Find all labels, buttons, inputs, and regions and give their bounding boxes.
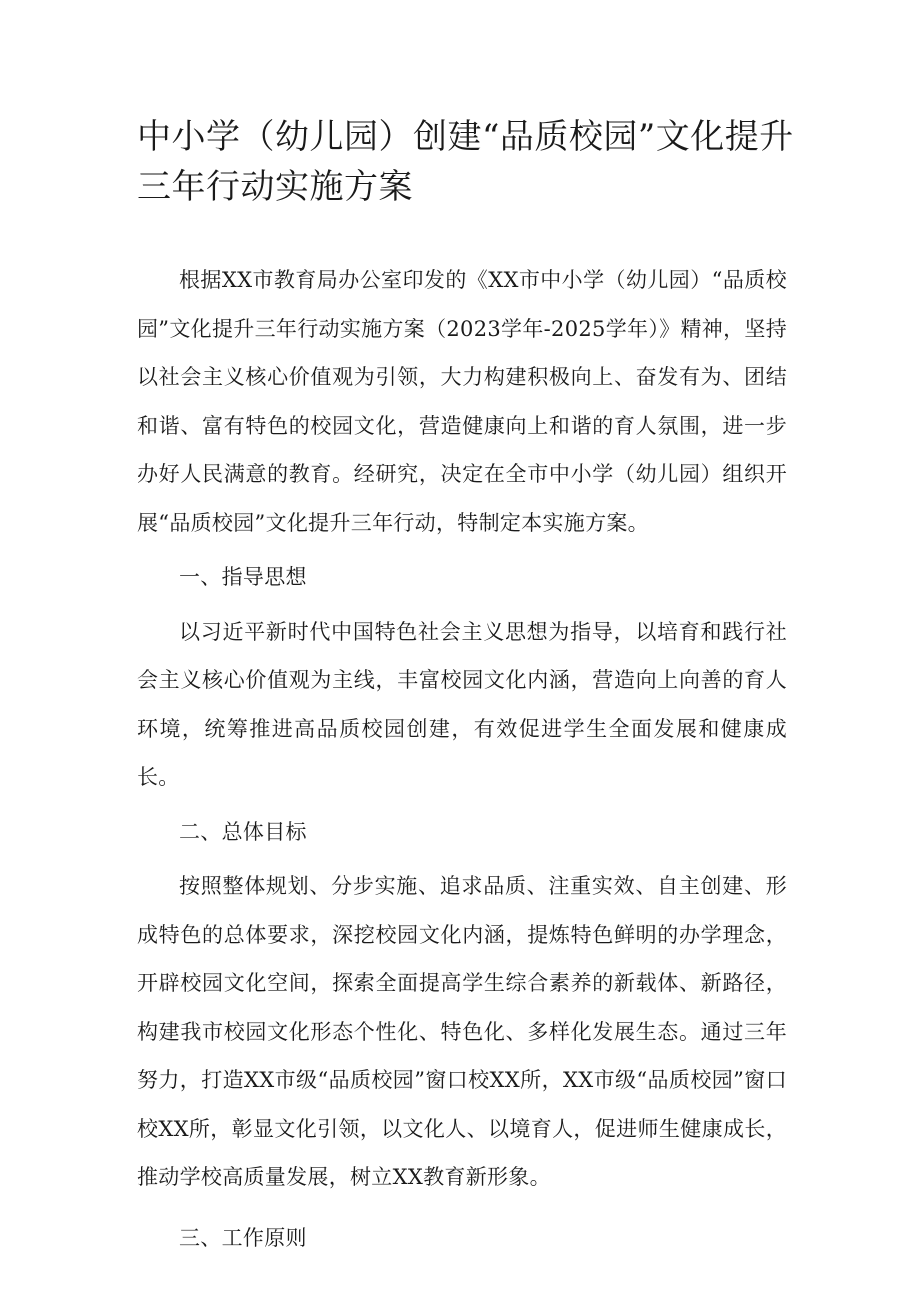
section-heading-work-principles: 三、工作原则: [179, 1225, 307, 1250]
section-heading-guiding-ideology: 一、指导思想: [179, 565, 307, 589]
section-paragraph-overall-goal: 按照整体规划、分步实施、追求品质、注重实效、自主创建、形成特色的总体要求，深挖校园文化内涵，提炼特色鲜明的办学理念，开辟校园文化空间，探索全面提高学生综合素养的新载体、新路径，构建我市校园文化形态个性化、特色化、多样化发展生态。通过三年努力，打造XX市级“品质校园”窗口校XX所，XX市级“品质校园”窗口校XX所，彰显文化引领，以文化人、以境育人，促进师生健康成长，推动学校高质量发展，树立XX教育新形象。: [137, 874, 787, 1189]
intro-paragraph: 根据XX市教育局办公室印发的《XX市中小学（幼儿园）“品质校园”文化提升三年行动实施方案（2023学年-2025学年）》精神，坚持以社会主义核心价值观为引领，大力构建积极向上、奋发有为、团结和谐、富有特色的校园文化，营造健康向上和谐的育人氛围，进一步办好人民满意的教育。经研究，决定在全市中小学（幼儿园）组织开展“品质校园”文化提升三年行动，特制定本实施方案。: [137, 268, 787, 535]
section-paragraph-guiding-ideology: 以习近平新时代中国特色社会主义思想为指导，以培育和践行社会主义核心价值观为主线，丰富校园文化内涵，营造向上向善的育人环境，统筹推进高品质校园创建，有效促进学生全面发展和健康成长。: [137, 619, 787, 789]
section-heading-overall-goal: 二、总体目标: [179, 819, 307, 844]
document-title: 中小学（幼儿园）创建“品质校园”文化提升三年行动实施方案: [137, 117, 794, 207]
document-body: [137, 256, 787, 1262]
